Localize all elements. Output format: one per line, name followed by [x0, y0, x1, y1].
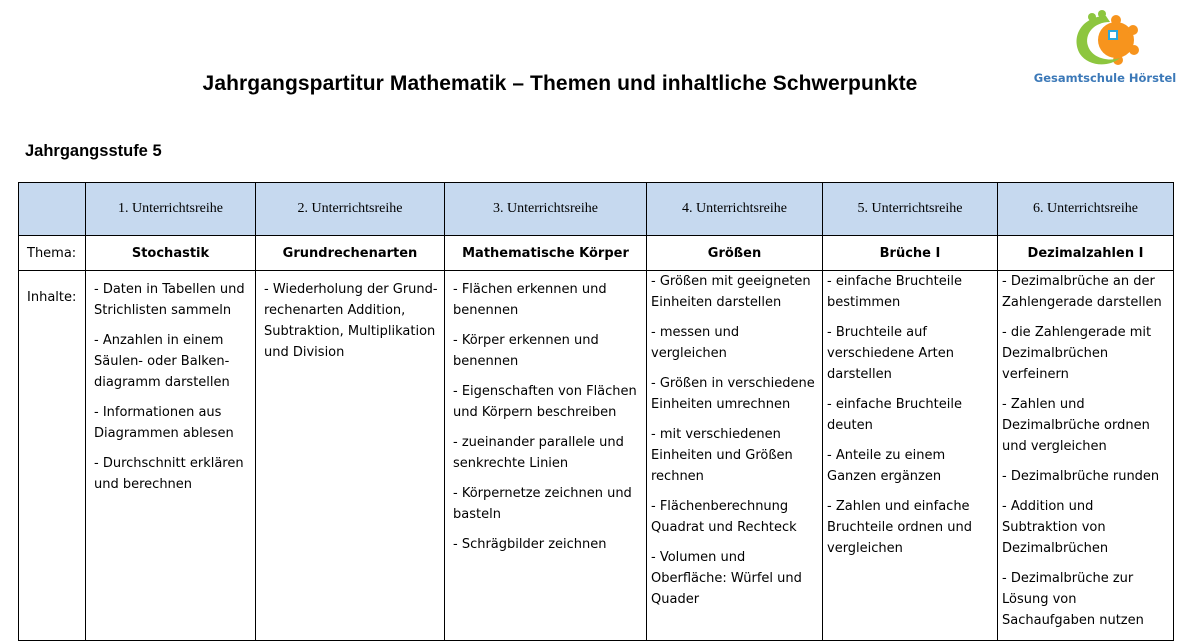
- content-cell-5: [823, 271, 998, 641]
- content-row-label: Inhalte:: [19, 271, 86, 641]
- theme-cell-5: Brüche I: [823, 236, 998, 271]
- content-item: - Anteile zu einem Ganzen ergänzen: [827, 448, 946, 484]
- content-item: - Bruchteile auf verschiedene Arten darstellen: [827, 325, 954, 382]
- content-item: - Addition und Subtraktion von Dezimalbrüchen: [1002, 499, 1109, 556]
- theme-cell-3: Mathematische Körper: [445, 236, 647, 271]
- content-item: - Zahlen und Dezimalbrüche ordnen und vergleichen: [1002, 397, 1150, 454]
- curriculum-table: [18, 182, 1174, 641]
- theme-cell-4: Größen: [647, 236, 823, 271]
- school-name: Gesamtschule Hörstel: [1033, 71, 1177, 85]
- content-item: - Körpernetze zeichnen und basteln: [453, 486, 632, 522]
- content-item: - Daten in Tabellen und Strichlisten sammeln: [94, 282, 245, 318]
- content-item: - Zahlen und einfache Bruchteile ordnen und vergleichen: [827, 499, 972, 556]
- content-item: - Flächenberechnung Quadrat und Rechteck: [651, 499, 797, 535]
- content-item: - Wiederholung der Grund- rechenarten Addition, Subtraktion, Multiplikation und Division: [264, 282, 438, 360]
- content-item: - Größen in verschiedene Einheiten umrechnen: [651, 376, 815, 412]
- content-item: - Flächen erkennen und benennen: [453, 282, 607, 318]
- content-item: - zueinander parallele und senkrechte Linien: [453, 435, 624, 471]
- content-cell-4: [647, 271, 823, 641]
- content-item: - Körper erkennen und benennen: [453, 333, 599, 369]
- school-logo-icon: [1058, 8, 1153, 70]
- header-cell-6: 6. Unterrichtsreihe: [998, 183, 1174, 236]
- theme-row: [19, 236, 1174, 271]
- content-item: - Informationen aus Diagrammen ablesen: [94, 405, 234, 441]
- content-item: - mit verschiedenen Einheiten und Größen rechnen: [651, 427, 793, 484]
- content-item: - Größen mit geeigneten Einheiten darstellen: [651, 274, 811, 310]
- content-item: - Eigenschaften von Flächen und Körpern beschreiben: [453, 384, 637, 420]
- header-cell-5: 5. Unterrichtsreihe: [823, 183, 998, 236]
- content-cell-3: [445, 271, 647, 641]
- header-corner-cell: [19, 183, 86, 236]
- grade-heading: Jahrgangsstufe 5: [25, 142, 162, 160]
- content-item: - Anzahlen in einem Säulen- oder Balken- diagramm darstellen: [94, 333, 230, 390]
- content-item: - Volumen und Oberfläche: Würfel und Quader: [651, 550, 802, 607]
- content-item: - messen und vergleichen: [651, 325, 740, 361]
- content-item: - einfache Bruchteile deuten: [827, 397, 962, 433]
- content-item: - Dezimalbrüche runden: [1002, 469, 1160, 484]
- page-title: Jahrgangspartitur Mathematik – Themen und inhaltliche Schwerpunkte: [202, 72, 918, 95]
- header-cell-2: 2. Unterrichtsreihe: [256, 183, 445, 236]
- content-row: [19, 271, 1174, 641]
- content-item: - Dezimalbrüche an der Zahlengerade darstellen: [1002, 274, 1162, 310]
- header-cell-1: 1. Unterrichtsreihe: [86, 183, 256, 236]
- header-cell-3: 3. Unterrichtsreihe: [445, 183, 647, 236]
- content-item: - einfache Bruchteile bestimmen: [827, 274, 962, 310]
- header-cell-4: 4. Unterrichtsreihe: [647, 183, 823, 236]
- theme-cell-2: Grundrechenarten: [256, 236, 445, 271]
- theme-row-label: Thema:: [19, 236, 86, 271]
- content-cell-6: [998, 271, 1174, 641]
- content-item: - Dezimalbrüche zur Lösung von Sachaufgaben nutzen: [1002, 571, 1144, 628]
- content-cell-2: [256, 271, 445, 641]
- content-item: - Schrägbilder zeichnen: [453, 537, 607, 552]
- theme-cell-1: Stochastik: [86, 236, 256, 271]
- content-cell-1: [86, 271, 256, 641]
- theme-cell-6: Dezimalzahlen I: [998, 236, 1174, 271]
- content-item: - Durchschnitt erklären und berechnen: [94, 456, 244, 492]
- header-row: [19, 183, 1174, 236]
- content-item: - die Zahlengerade mit Dezimalbrüchen verfeinern: [1002, 325, 1152, 382]
